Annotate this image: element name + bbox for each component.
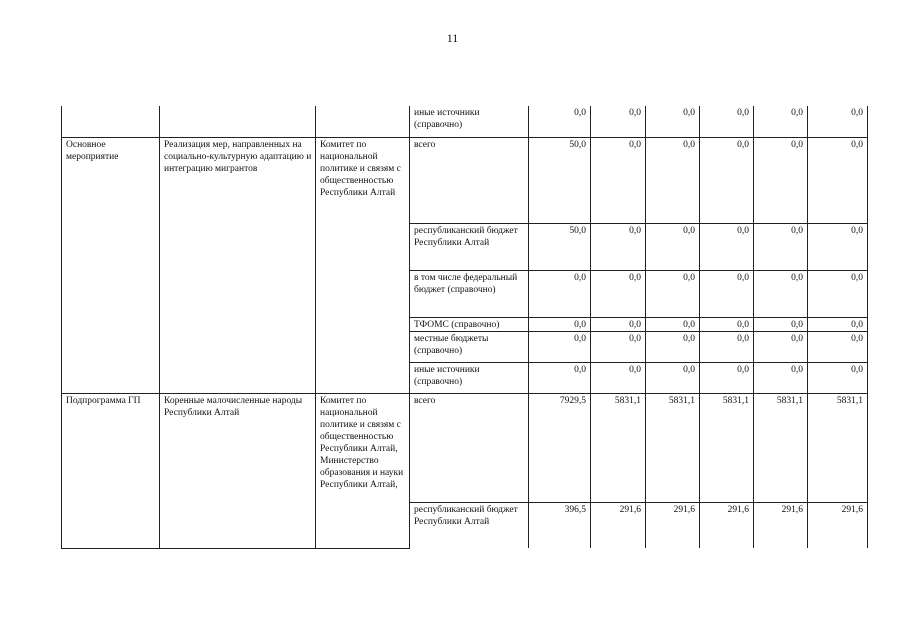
value-cell: 0,0 — [529, 331, 591, 362]
source-cell: республиканский бюджет Республики Алтай — [410, 223, 529, 270]
value-cell: 0,0 — [700, 362, 754, 393]
value-cell: 396,5 — [529, 502, 591, 548]
value-cell: 0,0 — [808, 331, 868, 362]
value-cell: 5831,1 — [700, 393, 754, 502]
status-cell: Основное мероприятие — [62, 137, 160, 393]
value-cell: 0,0 — [808, 270, 868, 317]
name-cell — [160, 106, 316, 137]
value-cell: 50,0 — [529, 223, 591, 270]
value-cell: 0,0 — [591, 223, 646, 270]
value-cell: 0,0 — [700, 137, 754, 223]
value-cell: 0,0 — [646, 362, 700, 393]
value-cell: 0,0 — [591, 331, 646, 362]
value-cell: 50,0 — [529, 137, 591, 223]
name-cell: Реализация мер, направленных на социально-культурную адаптацию и интеграцию мигрантов — [160, 137, 316, 393]
value-cell: 5831,1 — [808, 393, 868, 502]
name-cell: Коренные малочисленные народы Республики Алтай — [160, 393, 316, 548]
page-number: 11 — [446, 31, 459, 45]
value-cell: 0,0 — [754, 362, 808, 393]
value-cell: 0,0 — [808, 223, 868, 270]
source-cell: в том числе федеральный бюджет (справочно) — [410, 270, 529, 317]
value-cell: 0,0 — [808, 137, 868, 223]
source-cell: иные источники (справочно) — [410, 362, 529, 393]
value-cell: 0,0 — [808, 106, 868, 137]
executor-cell — [316, 106, 410, 137]
value-cell: 0,0 — [754, 106, 808, 137]
value-cell: 0,0 — [591, 137, 646, 223]
source-cell: всего — [410, 137, 529, 223]
value-cell: 0,0 — [754, 331, 808, 362]
value-cell: 0,0 — [808, 362, 868, 393]
value-cell: 0,0 — [529, 317, 591, 331]
table-row — [62, 106, 868, 137]
value-cell: 0,0 — [754, 223, 808, 270]
value-cell: 0,0 — [646, 331, 700, 362]
value-cell: 0,0 — [591, 362, 646, 393]
source-cell: ТФОМС (справочно) — [410, 317, 529, 331]
value-cell: 291,6 — [754, 502, 808, 548]
value-cell: 291,6 — [808, 502, 868, 548]
value-cell: 5831,1 — [591, 393, 646, 502]
table-row — [62, 393, 868, 502]
value-cell: 0,0 — [646, 223, 700, 270]
status-cell: Подпрограмма ГП — [62, 393, 160, 548]
value-cell: 0,0 — [700, 331, 754, 362]
value-cell: 5831,1 — [754, 393, 808, 502]
value-cell: 0,0 — [591, 270, 646, 317]
value-cell: 0,0 — [529, 362, 591, 393]
value-cell: 0,0 — [529, 270, 591, 317]
value-cell: 0,0 — [700, 270, 754, 317]
value-cell: 0,0 — [646, 270, 700, 317]
source-cell: всего — [410, 393, 529, 502]
value-cell: 0,0 — [529, 106, 591, 137]
table-row — [62, 137, 868, 223]
value-cell: 0,0 — [754, 270, 808, 317]
value-cell: 291,6 — [591, 502, 646, 548]
value-cell: 5831,1 — [646, 393, 700, 502]
value-cell: 0,0 — [808, 317, 868, 331]
value-cell: 291,6 — [646, 502, 700, 548]
value-cell: 0,0 — [646, 317, 700, 331]
value-cell: 0,0 — [754, 137, 808, 223]
executor-cell: Комитет по национальной политике и связям с общественностью Республики Алтай, Министерство образования и науки Республики Алтай, — [316, 393, 410, 548]
value-cell: 0,0 — [591, 317, 646, 331]
executor-cell: Комитет по национальной политике и связям с общественностью Республики Алтай — [316, 137, 410, 393]
status-cell — [62, 106, 160, 137]
budget-table — [61, 106, 868, 549]
value-cell: 0,0 — [591, 106, 646, 137]
source-cell: местные бюджеты (справочно) — [410, 331, 529, 362]
value-cell: 0,0 — [700, 106, 754, 137]
value-cell: 291,6 — [700, 502, 754, 548]
value-cell: 0,0 — [700, 317, 754, 331]
value-cell: 7929,5 — [529, 393, 591, 502]
value-cell: 0,0 — [754, 317, 808, 331]
source-cell: иные источники (справочно) — [410, 106, 529, 137]
value-cell: 0,0 — [700, 223, 754, 270]
value-cell: 0,0 — [646, 106, 700, 137]
value-cell: 0,0 — [646, 137, 700, 223]
source-cell: республиканский бюджет Республики Алтай — [410, 502, 529, 548]
